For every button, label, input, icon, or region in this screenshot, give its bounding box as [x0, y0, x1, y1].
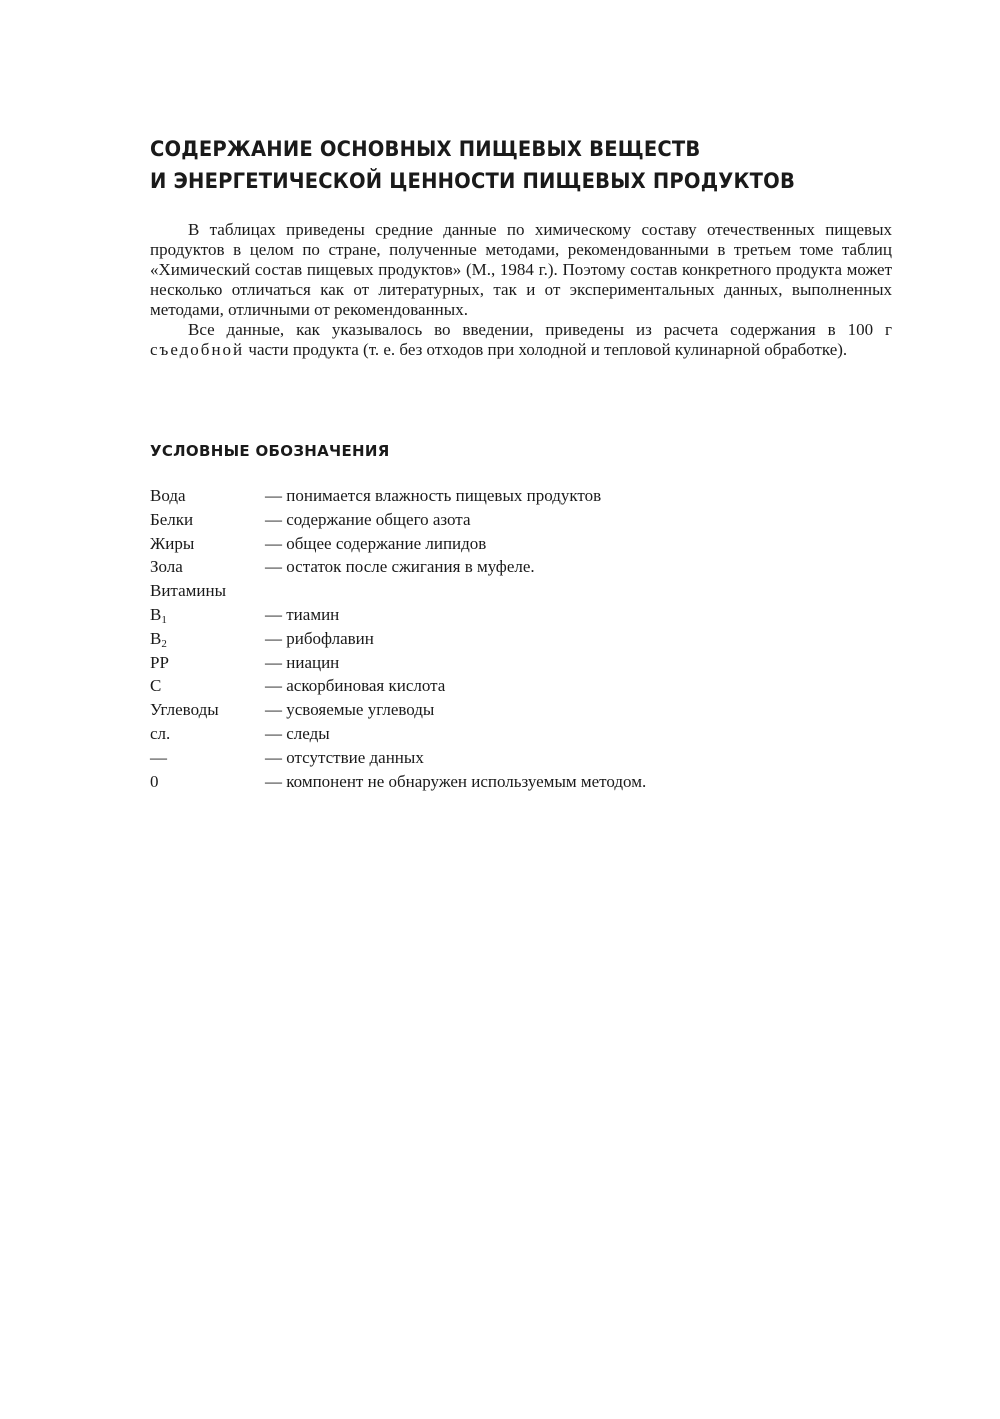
legend-term: C	[150, 676, 162, 696]
legend-definition: — рибофлавин	[265, 628, 374, 648]
intro-paragraph-2	[150, 320, 892, 360]
legend-item	[150, 555, 790, 579]
legend-term: Белки	[150, 509, 194, 529]
legend-term: $B_1$	[150, 604, 167, 626]
legend-definition	[265, 579, 790, 603]
legend-item	[150, 484, 790, 508]
legend-heading: УСЛОВНЫЕ ОБОЗНАЧЕНИЯ	[150, 442, 390, 460]
legend-term: Витамины	[150, 581, 226, 601]
legend-item	[150, 508, 790, 532]
legend-definition: — общее содержание липидов	[265, 533, 487, 553]
legend-term: Жиры	[150, 533, 195, 553]
legend-definition: — следы	[265, 723, 330, 743]
legend-item	[150, 532, 790, 556]
page-title-line-2: И ЭНЕРГЕТИЧЕСКОЙ ЦЕННОСТИ ПИЩЕВЫХ ПРОДУКТОВ	[150, 169, 796, 193]
legend-definition: — тиамин	[265, 604, 340, 624]
legend-definition: — компонент не обнаружен используемым методом.	[265, 771, 647, 791]
intro-paragraph-2-start: Все данные, как указывалось во введении, приведены из расчета содержания в 100 г	[188, 320, 892, 339]
page-title	[150, 133, 820, 197]
legend-item	[150, 722, 790, 746]
legend-item	[150, 627, 790, 651]
legend-definition: — ниацин	[265, 652, 340, 672]
legend-item	[150, 770, 790, 794]
legend-item	[150, 746, 790, 770]
intro-emphasis: съедобной	[150, 340, 245, 359]
legend-item	[150, 651, 790, 675]
legend-term: Углеводы	[150, 700, 219, 720]
legend-item	[150, 698, 790, 722]
legend-definition: — отсутствие данных	[265, 747, 424, 767]
legend-item	[150, 674, 790, 698]
intro-paragraph-1: В таблицах приведены средние данные по химическому составу отечественных пищевых продуктов в целом по стране, полученные методами, рекомендованными в третьем томе таблиц «Химический состав пищевых продуктов» (М., 1984 г.). Поэтому состав конкретного продукта может несколько отличаться как от литературных, так и от экспериментальных данных, выполненных методами, отличными от рекомендованных.	[150, 220, 892, 319]
legend-term: PP	[150, 652, 169, 672]
legend-definition: — усвояемые углеводы	[265, 700, 435, 720]
legend-term: Вода	[150, 486, 186, 505]
legend-term: $B_2$	[150, 628, 167, 650]
legend-definition: — аскорбиновая кислота	[265, 676, 446, 696]
legend-term: Зола	[150, 557, 183, 577]
legend-term: —	[150, 747, 167, 767]
legend-definition: — содержание общего азота	[265, 509, 471, 529]
legend-item	[150, 579, 790, 603]
intro-text	[150, 220, 892, 360]
legend-definition: — понимается влажность пищевых продуктов	[265, 486, 602, 505]
page-title-line-1: СОДЕРЖАНИЕ ОСНОВНЫХ ПИЩЕВЫХ ВЕЩЕСТВ	[150, 137, 701, 161]
legend-term: сл.	[150, 723, 171, 743]
legend-definition: — остаток после сжигания в муфеле.	[265, 557, 535, 577]
legend-term: 0	[150, 771, 159, 791]
legend-list	[150, 484, 790, 793]
legend-item	[150, 603, 790, 627]
intro-paragraph-2-end: части продукта (т. е. без отходов при холодной и тепловой кулинарной обработке).	[244, 340, 848, 359]
